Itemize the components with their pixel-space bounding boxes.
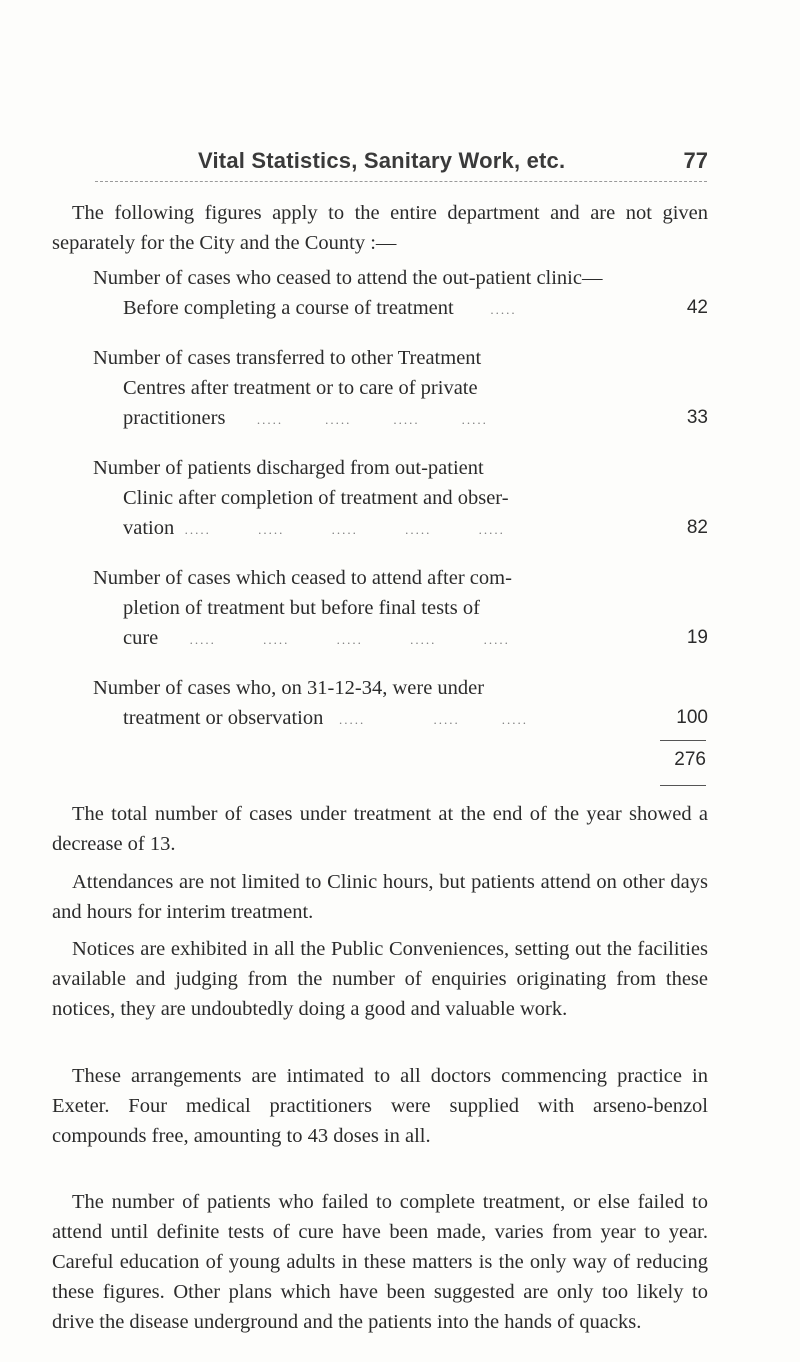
- item-last-line: [93, 513, 708, 545]
- item-line: Number of cases transferred to other Treatment: [93, 347, 482, 369]
- header-title: Vital Statistics, Sanitary Work, etc.: [198, 148, 566, 173]
- item-line: Number of cases which ceased to attend after com-: [93, 567, 512, 589]
- item-line: treatment or observation: [123, 707, 324, 729]
- item-line: Clinic after completion of treatment and obser-: [123, 487, 509, 509]
- leader-dots: ..... ..... ..... .....: [230, 412, 488, 427]
- figure-item: [93, 673, 708, 735]
- figure-item: [93, 263, 708, 325]
- item-line: vation: [123, 517, 175, 539]
- item-value: 42: [686, 297, 708, 318]
- leader-dots: ..... ..... ..... ..... .....: [163, 632, 510, 647]
- leader-dots: ..... ..... .....: [328, 712, 529, 727]
- body-paragraph: Attendances are not limited to Clinic hours, but patients attend on other days and hours for interim treatment.: [52, 871, 708, 923]
- item-line: Centres after treatment or to care of private: [123, 377, 478, 399]
- item-last-line: [93, 293, 708, 325]
- figure-item: [93, 563, 708, 655]
- item-value: 100: [676, 707, 708, 728]
- running-header: [198, 144, 708, 184]
- item-last-line: [93, 623, 708, 655]
- item-value: 19: [686, 627, 708, 648]
- item-line: Number of cases who, on 31-12-34, were under: [93, 677, 485, 699]
- intro-paragraph: [52, 198, 708, 258]
- item-value: 82: [686, 517, 708, 538]
- leader-dots: .....: [458, 302, 517, 317]
- figure-item: [93, 453, 708, 545]
- leader-dots: ..... ..... ..... ..... .....: [179, 522, 505, 537]
- item-line: Number of patients discharged from out-patient: [93, 457, 484, 479]
- item-last-line: [93, 403, 708, 435]
- item-line: practitioners: [123, 407, 226, 429]
- header-rule: [95, 181, 707, 182]
- body-paragraph: These arrangements are intimated to all doctors commencing practice in Exeter. Four medical practitioners were supplied with arseno-benzol compounds free, amounting to 43 doses in all.: [52, 1065, 708, 1147]
- body-paragraph: Notices are exhibited in all the Public Conveniences, setting out the facilities available and judging from the number of enquiries originating from these notices, they are undoubtedly doing a good and valuable work.: [52, 938, 708, 1020]
- total-value: 276: [674, 749, 706, 770]
- total-rule-bottom: [660, 785, 706, 786]
- item-line: pletion of treatment but before final tests of: [123, 597, 480, 619]
- item-line: cure: [123, 627, 159, 649]
- body-paragraph: The total number of cases under treatment at the end of the year showed a decrease of 13.: [52, 803, 708, 855]
- figure-item: [93, 343, 708, 435]
- item-last-line: [93, 703, 708, 735]
- page-number: 77: [683, 148, 708, 173]
- body-paragraph: The number of patients who failed to complete treatment, or else failed to attend until definite tests of cure have been made, varies from year to year. Careful education of young adults in these matters is the only way of reducing these figures. Other plans which have been suggested are only too likely to drive the disease underground and the patients into the hands of quacks.: [52, 1191, 708, 1333]
- total-rule-top: [660, 740, 706, 741]
- item-line: Before completing a course of treatment: [123, 297, 454, 319]
- item-value: 33: [686, 407, 708, 428]
- item-line: Number of cases who ceased to attend the out-patient clinic—: [93, 267, 603, 289]
- intro-text: The following figures apply to the entire department and are not given separately for the City and the County :—: [52, 202, 708, 254]
